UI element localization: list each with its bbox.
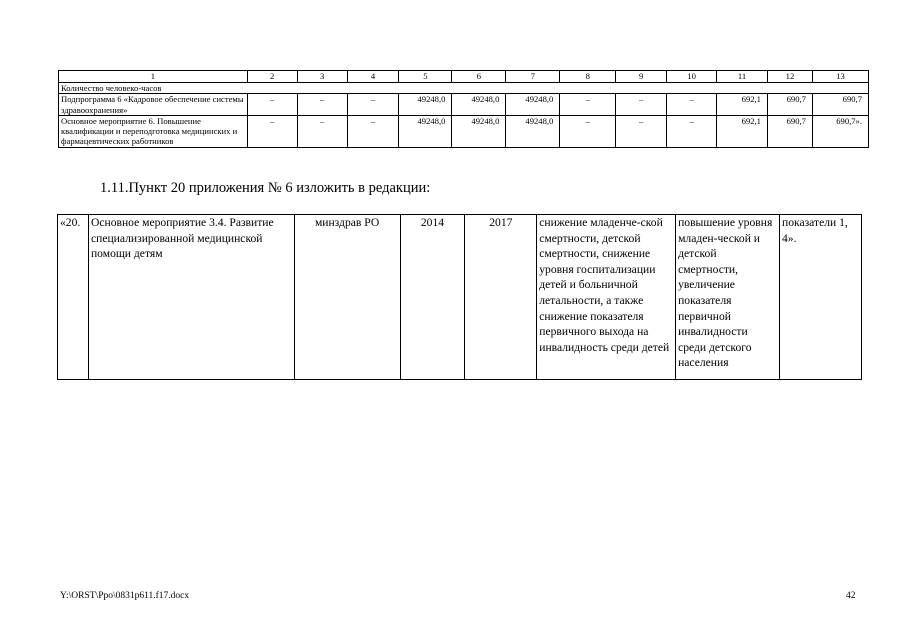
table-row (59, 115, 869, 147)
footer-file-path: Y:\ORST\Ppo\0831p611.f17.docx (60, 591, 190, 601)
table-cell: 49248,0 (399, 94, 452, 116)
row-label: Основное мероприятие 6. Повышение квалификации и переподготовка медицинских и фармацевтических работников (59, 115, 248, 147)
table-cell: 690,7». (812, 115, 868, 147)
column-number: 13 (812, 71, 868, 83)
table-cell: – (560, 115, 616, 147)
measure-name: Основное мероприятие 3.4. Развитие специализированной медицинской помощи детям (88, 215, 294, 380)
table-cell: – (616, 115, 667, 147)
column-number: 5 (399, 71, 452, 83)
column-number: 1 (59, 71, 248, 83)
table-cell: 690,7 (812, 94, 868, 116)
column-number: 10 (667, 71, 717, 83)
executor: минздрав РО (294, 215, 400, 380)
table-cell: – (347, 115, 399, 147)
table-cell: – (297, 94, 347, 116)
measures-table (57, 214, 862, 380)
table-cell: 49248,0 (506, 94, 560, 116)
table-section-row (59, 83, 869, 94)
row-number: «20. (58, 215, 89, 380)
section-heading: 1.11.Пункт 20 приложения № 6 изложить в редакции: (100, 180, 431, 196)
table-cell: – (560, 94, 616, 116)
indicators-link: показатели 1, 4». (779, 215, 861, 380)
column-number: 9 (616, 71, 667, 83)
row-label: Подпрограмма 6 «Кадровое обеспечение системы здравоохранения» (59, 94, 248, 116)
section-label: Количество человеко-часов (59, 83, 869, 94)
table-cell: 49248,0 (506, 115, 560, 147)
table-header-row (59, 71, 869, 83)
column-number: 11 (717, 71, 768, 83)
column-number: 3 (297, 71, 347, 83)
table-cell: 690,7 (767, 115, 812, 147)
page-number: 42 (846, 591, 856, 601)
table-cell: 49248,0 (452, 94, 506, 116)
consequence: повышение уровня младен-ческой и детской смертности, увеличение показателя первичной инвалидности среди детского населения (676, 215, 780, 380)
table-cell: – (347, 94, 399, 116)
table-cell: – (297, 115, 347, 147)
table-row (58, 215, 862, 380)
column-number: 7 (506, 71, 560, 83)
column-number: 6 (452, 71, 506, 83)
column-number: 8 (560, 71, 616, 83)
table-cell: – (667, 94, 717, 116)
table-cell: 692,1 (717, 94, 768, 116)
start-year: 2014 (400, 215, 465, 380)
table-cell: – (247, 115, 297, 147)
table-cell: 49248,0 (399, 115, 452, 147)
column-number: 12 (767, 71, 812, 83)
table-cell: – (247, 94, 297, 116)
expected-result: снижение младенче-ской смертности, детской смертности, снижение уровня госпитализации детей и больничной летальности, а также снижение показателя первичного выхода на инвалидность среди детей (537, 215, 676, 380)
column-number: 2 (247, 71, 297, 83)
indicators-table (58, 70, 869, 148)
table-cell: – (616, 94, 667, 116)
table-cell: 49248,0 (452, 115, 506, 147)
column-number: 4 (347, 71, 399, 83)
table-cell: – (667, 115, 717, 147)
table-cell: 690,7 (767, 94, 812, 116)
table-cell: 692,1 (717, 115, 768, 147)
end-year: 2017 (465, 215, 537, 380)
table-row (59, 94, 869, 116)
